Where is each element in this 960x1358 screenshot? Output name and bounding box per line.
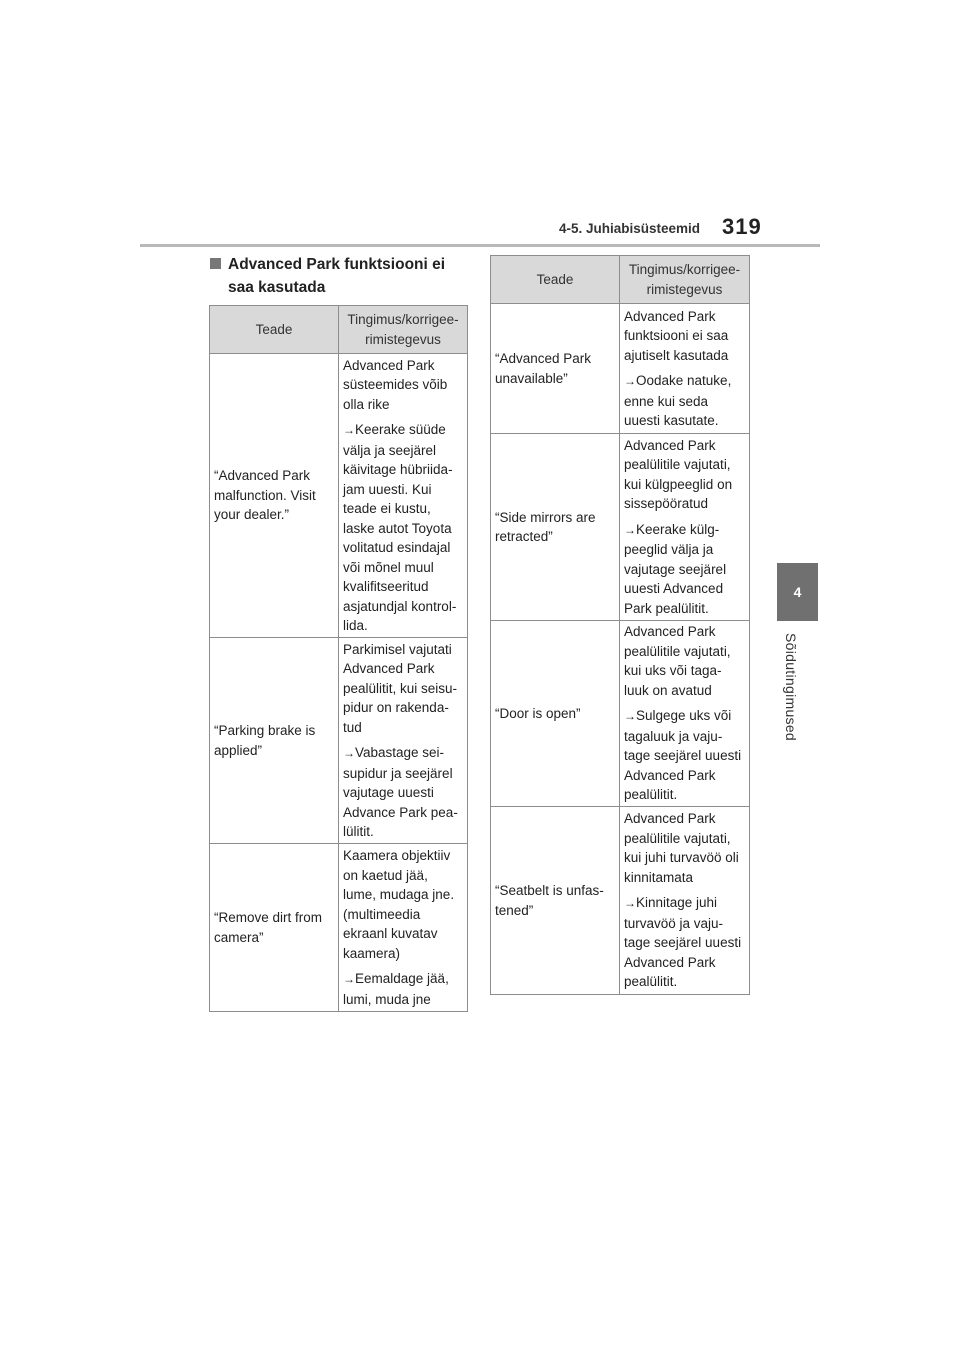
- message-cell: “Remove dirt from camera”: [210, 844, 339, 1012]
- condition-cell: [339, 844, 468, 1012]
- condition-cell: [620, 807, 750, 995]
- table-row: [210, 354, 468, 638]
- header-message: Teade: [210, 306, 339, 354]
- table-row: [210, 638, 468, 844]
- condition-cell: [620, 434, 750, 621]
- arrow-right-icon: →: [624, 522, 636, 537]
- action-text: →Keerake süüde välja ja seejärel käivitage hübriida-jam uuesti. Kui teade ei kustu, laske autot Toyota volitatud esindajal või mõnel muul kvalifitseeritud asjatundjal kontrol-lida.: [343, 422, 457, 633]
- condition-cell: [339, 354, 468, 638]
- condition-text: Kaamera objektiiv on kaetud jää, lume, mudaga jne. (multimeedia ekraanl kuvatav kaamera): [343, 848, 455, 961]
- header-divider: [140, 244, 820, 247]
- message-table-right: [490, 255, 750, 995]
- arrow-right-icon: →: [624, 374, 636, 388]
- table-row: [491, 807, 750, 995]
- condition-cell: [339, 638, 468, 844]
- action-text: →Keerake külg-peeglid välja ja vajutage seejärel uuesti Advanced Park pealülitit.: [624, 521, 727, 616]
- condition-text: Advanced Park süsteemides võib olla rike: [343, 357, 448, 412]
- action-text: →Kinnitage juhi turvavöö ja vaju-tage seejärel uuesti Advanced Park pealülitit.: [624, 895, 742, 990]
- table-header-row: [491, 256, 750, 304]
- table-row: [210, 844, 468, 1012]
- chapter-label: Sõidutingimused: [783, 633, 799, 742]
- header-message: Teade: [491, 256, 620, 304]
- table-row: [491, 621, 750, 807]
- action-text: →Vabastage sei-supidur ja seejärel vajutage uuesti Advance Park pea-lülitit.: [343, 745, 458, 839]
- action-text: →Sulgege uks või tagaluuk ja vaju-tage seejärel uuesti Advanced Park pealülitit.: [624, 708, 742, 803]
- message-cell: “Advanced Park unavailable”: [491, 304, 620, 434]
- message-cell: “Advanced Park malfunction. Visit your dealer.”: [210, 354, 339, 638]
- message-cell: “Side mirrors are retracted”: [491, 434, 620, 621]
- arrow-right-icon: →: [624, 896, 636, 911]
- message-table-left: [209, 305, 468, 1012]
- arrow-right-icon: →: [343, 423, 355, 437]
- table-row: [491, 304, 750, 434]
- condition-text: Advanced Park pealülitile vajutati, kui juhi turvavöö oli kinnitamata: [624, 811, 739, 885]
- page-number: 319: [722, 214, 762, 239]
- chapter-tab: 4: [777, 563, 818, 621]
- running-header-section: 4-5. Juhiabisüsteemid: [558, 221, 700, 236]
- table-row: [491, 434, 750, 621]
- header-condition: Tingimus/korrigee-rimistegevus: [339, 306, 468, 354]
- section-title-line2: saa kasutada: [228, 279, 326, 296]
- arrow-right-icon: →: [343, 746, 355, 760]
- square-bullet-icon: [210, 258, 221, 269]
- table-header-row: [210, 306, 468, 354]
- condition-cell: [620, 304, 750, 434]
- message-cell: “Seatbelt is unfas-tened”: [491, 807, 620, 995]
- header-condition: Tingimus/korrigee-rimistegevus: [620, 256, 750, 304]
- condition-text: Advanced Park pealülitile vajutati, kui külgpeeglid on sissepööratud: [624, 437, 733, 512]
- message-cell: “Parking brake is applied”: [210, 638, 339, 844]
- arrow-right-icon: →: [624, 709, 636, 724]
- message-cell: “Door is open”: [491, 621, 620, 807]
- condition-text: Advanced Park pealülitile vajutati, kui uks või taga-luuk on avatud: [624, 624, 731, 698]
- arrow-right-icon: →: [343, 972, 355, 986]
- action-text: →Eemaldage jää, lumi, muda jne: [343, 971, 449, 1007]
- condition-cell: [620, 621, 750, 807]
- action-text: →Oodake natuke, enne kui seda uuesti kasutate.: [624, 373, 732, 428]
- condition-text: Parkimisel vajutati Advanced Park pealülitit, kui seisu-pidur on rakenda-tud: [343, 641, 458, 735]
- section-heading: [210, 253, 480, 299]
- condition-text: Advanced Park funktsiooni ei saa ajutiselt kasutada: [624, 308, 729, 363]
- section-title-line1: Advanced Park funktsiooni ei: [228, 256, 446, 273]
